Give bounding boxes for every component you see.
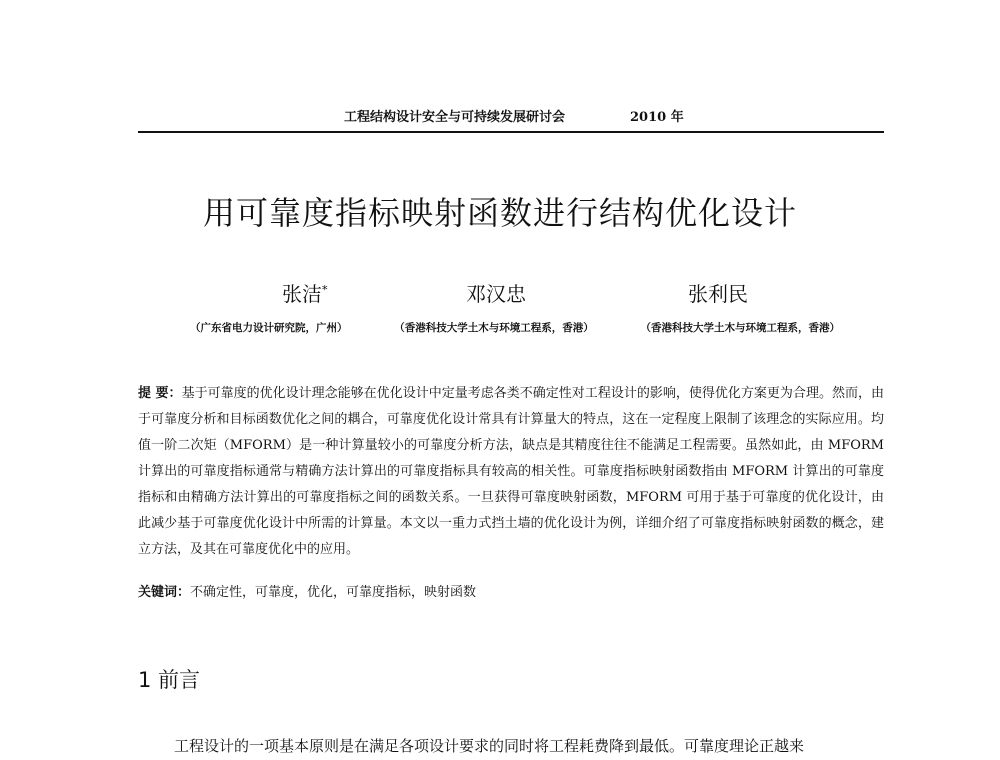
author-3 xyxy=(688,278,748,307)
section-heading: 1 前言 xyxy=(138,668,201,692)
conference-year: 2010 年 xyxy=(630,110,684,125)
affiliation-1: （广东省电力设计研究院，广州） xyxy=(190,322,348,334)
abstract xyxy=(138,381,884,563)
keywords xyxy=(138,581,884,600)
author-name: 张洁 xyxy=(282,282,322,306)
author-name: 邓汉忠 xyxy=(466,282,526,306)
keywords-text: 不确定性，可靠度，优化，可靠度指标，映射函数 xyxy=(190,585,477,600)
conference-name: 工程结构设计安全与可持续发展研讨会 xyxy=(344,110,566,125)
author-1 xyxy=(282,278,328,307)
author-2 xyxy=(466,278,526,307)
abstract-label: 提 要： xyxy=(138,386,182,401)
header-rule xyxy=(138,131,884,133)
running-header xyxy=(138,104,884,128)
body-paragraph: 工程设计的一项基本原则是在满足各项设计要求的同时将工程耗费降到最低。可靠度理论正越来 xyxy=(174,737,805,755)
abstract-text: 基于可靠度的优化设计理念能够在优化设计中定量考虑各类不确定性对工程设计的影响，使得优化方案更为合理。然而，由于可靠度分析和目标函数优化之间的耦合，可靠度优化设计常具有计算量大的特点，这在一定程度上限制了该理念的实际应用。均值一阶二次矩（MFORM）是一种计算量较小的可靠度分析方法，缺点是其精度往往不能满足工程需要。虽然如此，由 MFORM 计算出的可靠度指标通常与精确方法计算出的可靠度指标具有较高的相关性。可靠度指标映射函数指由 MFORM 计算出的可靠度指标和由精确方法计算出的可靠度指标之间的函数关系。一旦获得可靠度映射函数，MFORM 可用于基于可靠度的优化设计，由此减少基于可靠度优化设计中所需的计算量。本文以一重力式挡土墙的优化设计为例，详细介绍了可靠度指标映射函数的概念，建立方法，及其在可靠度优化中的应用。 xyxy=(138,386,884,557)
keywords-label: 关键词： xyxy=(138,585,191,600)
affiliations xyxy=(190,320,840,335)
affiliation-3: （香港科技大学土木与环境工程系，香港） xyxy=(640,322,840,334)
affiliation-2: （香港科技大学土木与环境工程系，香港） xyxy=(394,322,594,334)
paper-title: 用可靠度指标映射函数进行结构优化设计 xyxy=(202,194,797,232)
author-mark: * xyxy=(322,283,328,297)
author-name: 张利民 xyxy=(688,282,748,306)
